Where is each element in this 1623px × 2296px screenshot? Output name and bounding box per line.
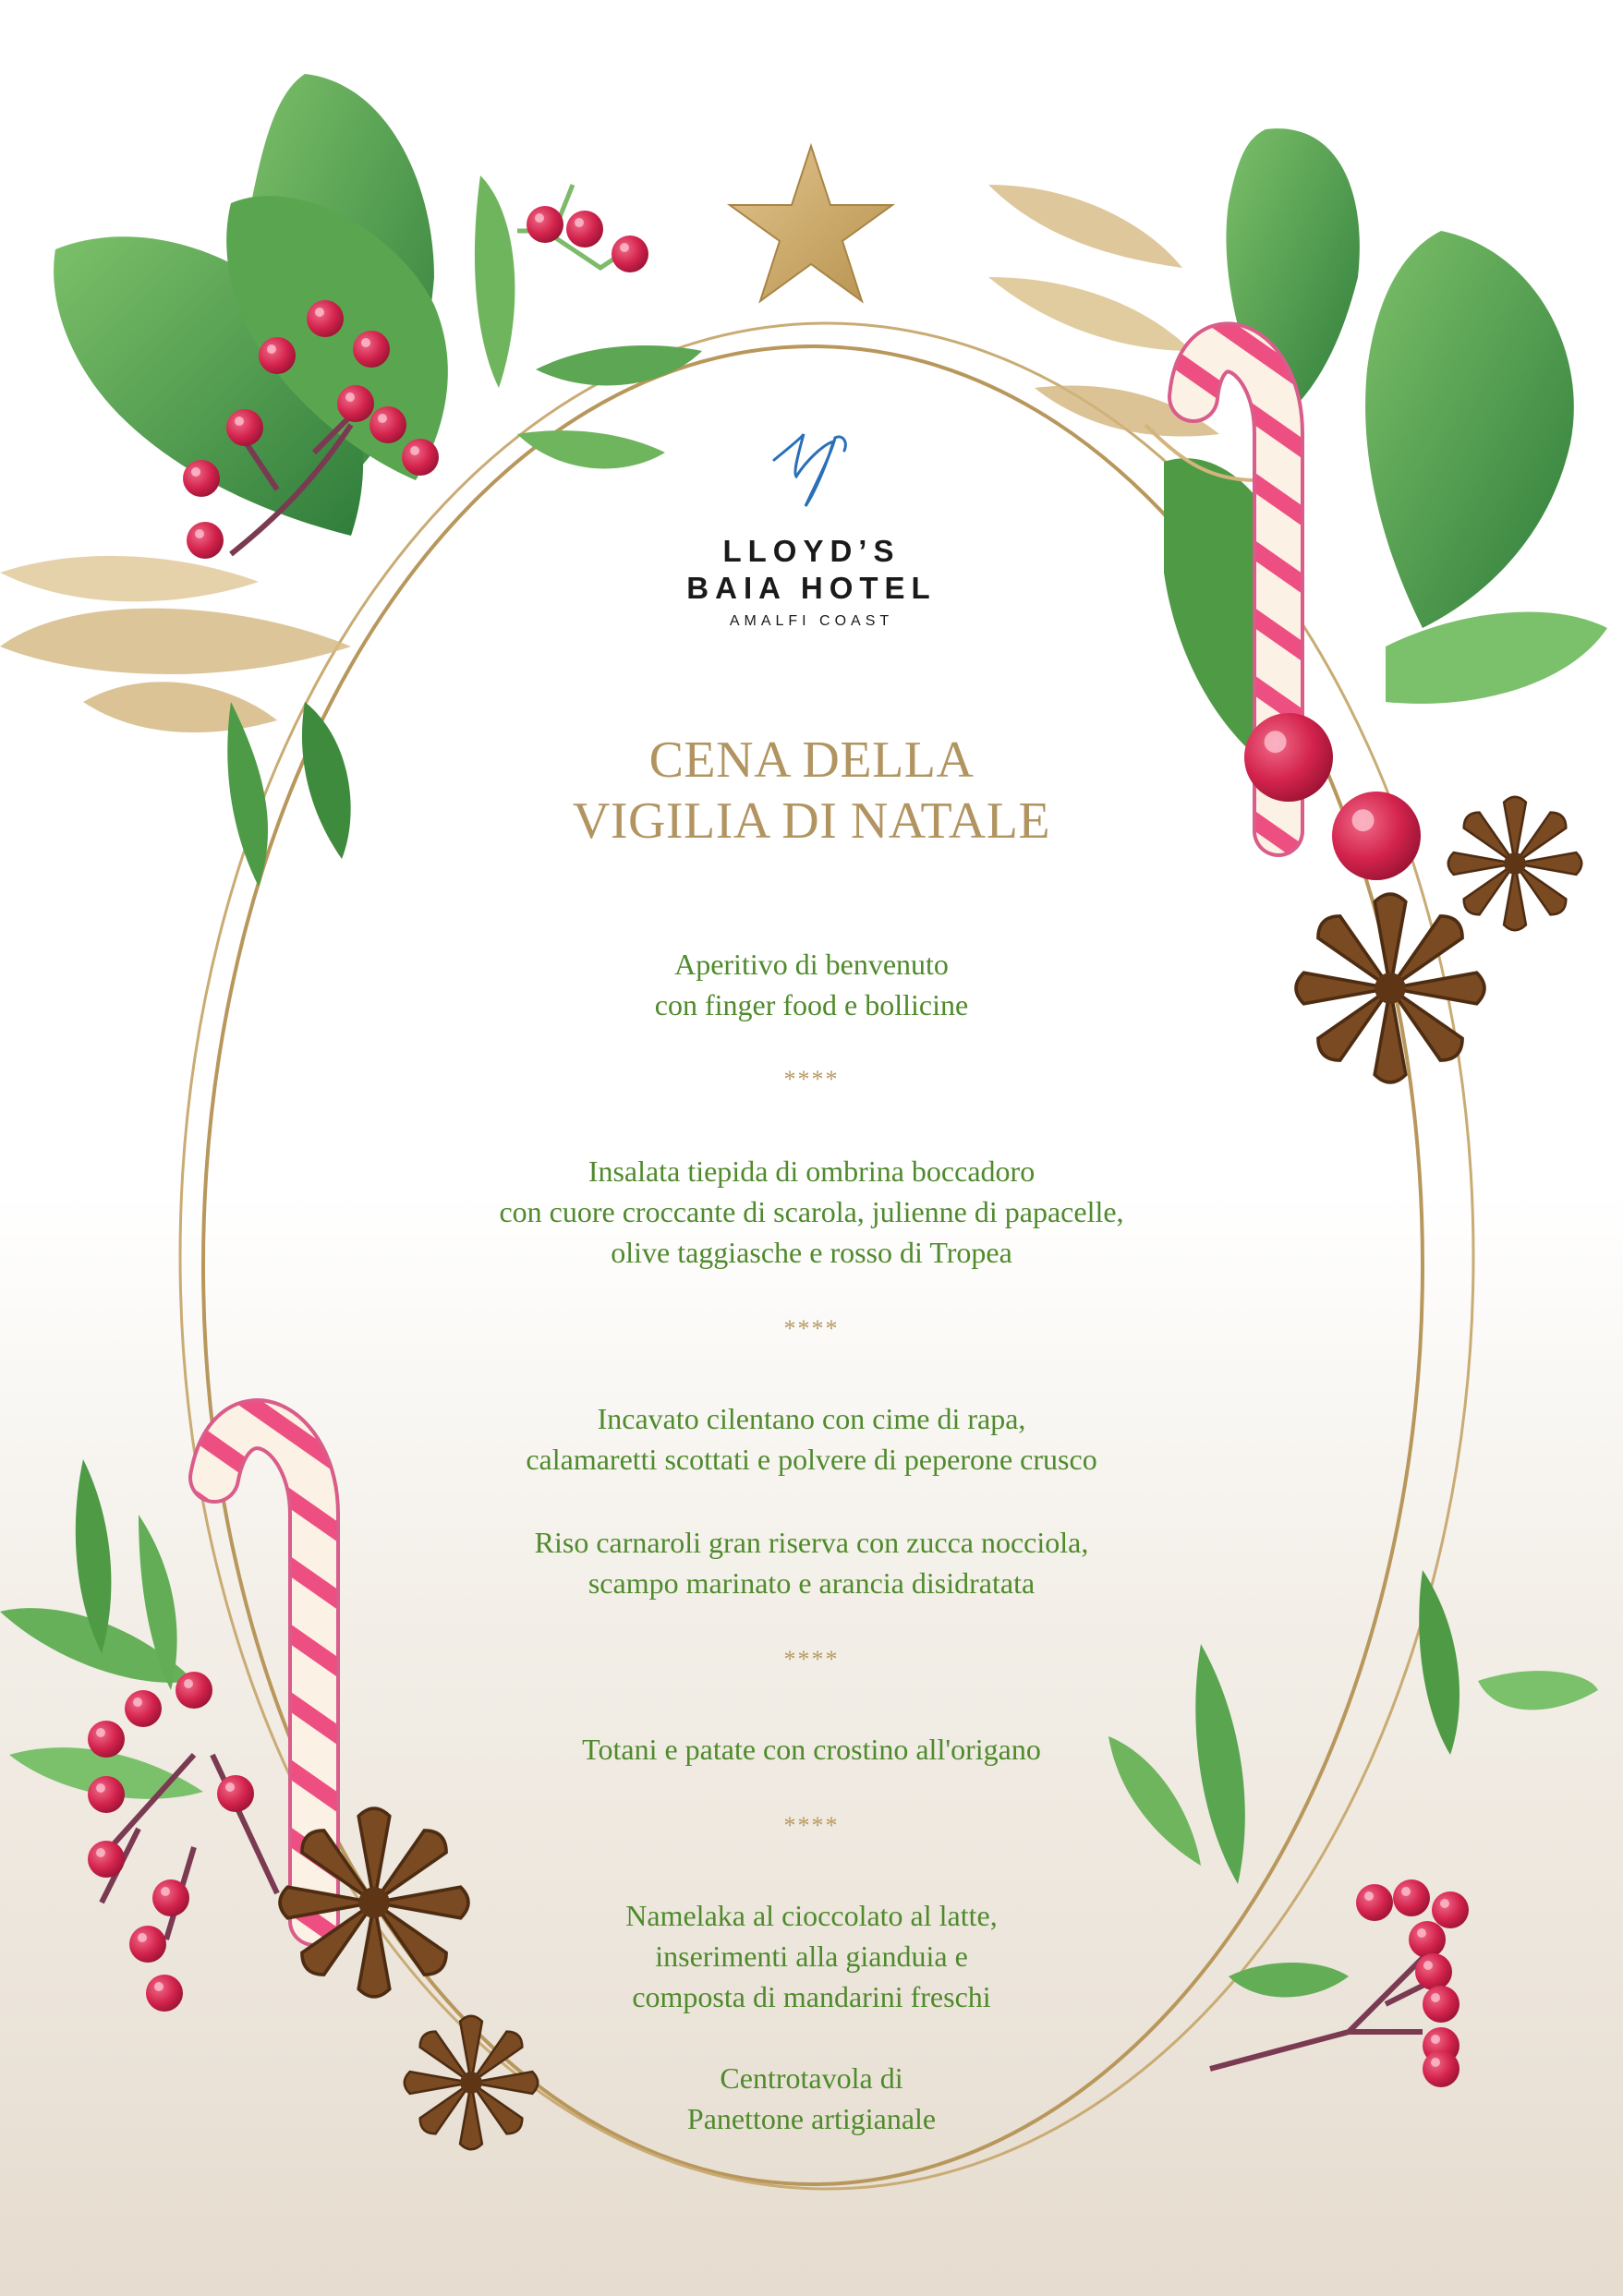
course-line: composta di mandarini freschi	[632, 1980, 991, 2013]
course-separator: ****	[783, 1646, 840, 1673]
brand-name-line1: LLOYD’S	[722, 534, 901, 568]
menu-title	[0, 730, 1623, 852]
course-totani	[0, 1729, 1623, 1770]
course-line: Panettone artigianale	[686, 2102, 937, 2135]
course-aperitivo	[0, 944, 1623, 1025]
course-separator: ****	[783, 1812, 840, 1839]
course-risotto	[0, 1522, 1623, 1603]
course-line: Insalata tiepida di ombrina boccadoro	[587, 1154, 1036, 1188]
brand-tagline: AMALFI COAST	[729, 613, 894, 629]
course-line: con cuore croccante di scarola, julienne di papacelle,	[499, 1195, 1124, 1228]
course-incavato	[0, 1398, 1623, 1480]
title-line2: VIGILIA DI NATALE	[572, 792, 1051, 850]
course-line: Aperitivo di benvenuto	[674, 948, 949, 981]
course-line: olive taggiasche e rosso di Tropea	[611, 1236, 1012, 1269]
course-namelaka	[0, 1895, 1623, 2017]
course-line: Incavato cilentano con cime di rapa,	[597, 1402, 1026, 1435]
course-line: scampo marinato e arancia disidratata	[587, 1566, 1036, 1600]
course-line: inserimenti alla gianduia e	[655, 1940, 968, 1973]
course-insalata	[0, 1151, 1623, 1273]
course-line: calamaretti scottati e polvere di peperone crusco	[526, 1443, 1097, 1476]
course-line: Centrotavola di	[720, 2061, 903, 2095]
course-line: Namelaka al cioccolato al latte,	[625, 1899, 998, 1932]
course-line: Totani e patate con crostino all'origano	[582, 1733, 1041, 1766]
course-line: Riso carnaroli gran riserva con zucca nocciola,	[534, 1526, 1089, 1559]
course-line: con finger food e bollicine	[654, 988, 969, 1021]
logo-mark-icon	[774, 434, 845, 506]
course-separator: ****	[783, 1315, 840, 1342]
course-separator: ****	[783, 1066, 840, 1093]
bottom-left-leaves	[0, 1424, 314, 1940]
title-line1: CENA DELLA	[648, 731, 975, 789]
brand-name-line2: BAIA HOTEL	[686, 571, 937, 605]
course-panettone	[0, 2058, 1623, 2139]
